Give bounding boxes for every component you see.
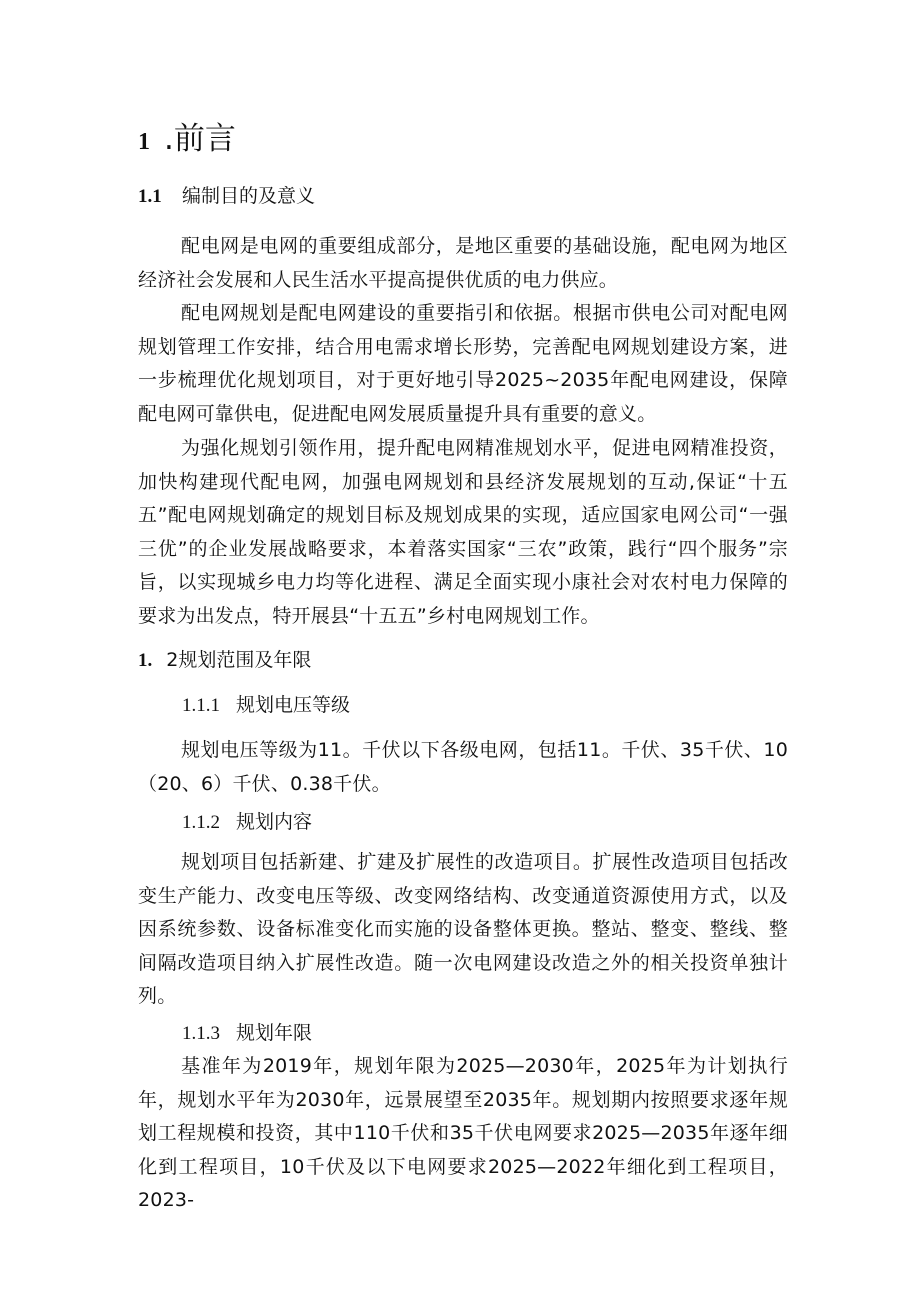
chapter-title: .前言: [164, 121, 236, 157]
paragraph: 基准年为2019年，规划年限为2025—2030年，2025年为计划执行年，规划水平年为2030年，远景展望至2035年。规划期内按照要求逐年规划工程规模和投资，其中110千伏和35千伏电网要求2025—2035年逐年细化到工程项目，10千伏及以下电网要求2025—2022年细化到工程项目，2023-: [138, 1055, 788, 1211]
chapter-heading: [138, 118, 788, 163]
chapter-number: 1: [138, 129, 150, 155]
section-title: 2规划范围及年限: [166, 649, 312, 671]
subsection-heading-1-1-3: [182, 1020, 832, 1047]
subsection-heading-1-1-1: [182, 692, 832, 719]
subsection-title: 规划年限: [236, 1022, 313, 1044]
subsection-title: 规划内容: [236, 811, 313, 833]
paragraph: 规划项目包括新建、扩建及扩展性的改造项目。扩展性改造项目包括改变生产能力、改变电压等级、改变网络结构、改变通道资源使用方式，以及因系统参数、设备标准变化而实施的设备整体更换。整站、整变、整线、整间隔改造项目纳入扩展性改造。随一次电网建设改造之外的相关投资单独计列。: [138, 851, 788, 1007]
paragraph: 规划电压等级为11。千伏以下各级电网，包括11。千伏、35千伏、10（20、6）千伏、0.38千伏。: [138, 739, 788, 795]
section-heading-1-1: [138, 183, 788, 210]
paragraph: 为强化规划引领作用，提升配电网精准规划水平，促进电网精准投资，加快构建现代配电网，加强电网规划和县经济发展规划的互动,保证“十五五”配电网规划确定的规划目标及规划成果的实现，适应国家电网公司“一强三优”的企业发展战略要求，本着落实国家“三农”政策，践行“四个服务”宗旨，以实现城乡电力均等化进程、满足全面实现小康社会对农村电力保障的要求为出发点，特开展县“十五五”乡村电网规划工作。: [138, 437, 788, 627]
section-number: 1.: [138, 650, 153, 671]
paragraph: 配电网是电网的重要组成部分，是地区重要的基础设施，配电网为地区经济社会发展和人民生活水平提高提供优质的电力供应。: [138, 235, 788, 291]
section-heading-1-2: [138, 647, 788, 674]
paragraph: 配电网规划是配电网建设的重要指引和依据。根据市供电公司对配电网规划管理工作安排，结合用电需求增长形势，完善配电网规划建设方案，进一步梳理优化规划项目，对于更好地引导2025~2035年配电网建设，保障配电网可靠供电，促进配电网发展质量提升具有重要的意义。: [138, 302, 788, 425]
subsection-number: 1.1.3: [182, 1023, 220, 1044]
subsection-number: 1.1.1: [182, 695, 220, 716]
subsection-heading-1-1-2: [182, 809, 832, 836]
subsection-number: 1.1.2: [182, 812, 220, 833]
section-title: 编制目的及意义: [182, 185, 316, 207]
section-number: 1.1: [138, 186, 162, 207]
subsection-title: 规划电压等级: [236, 694, 351, 716]
